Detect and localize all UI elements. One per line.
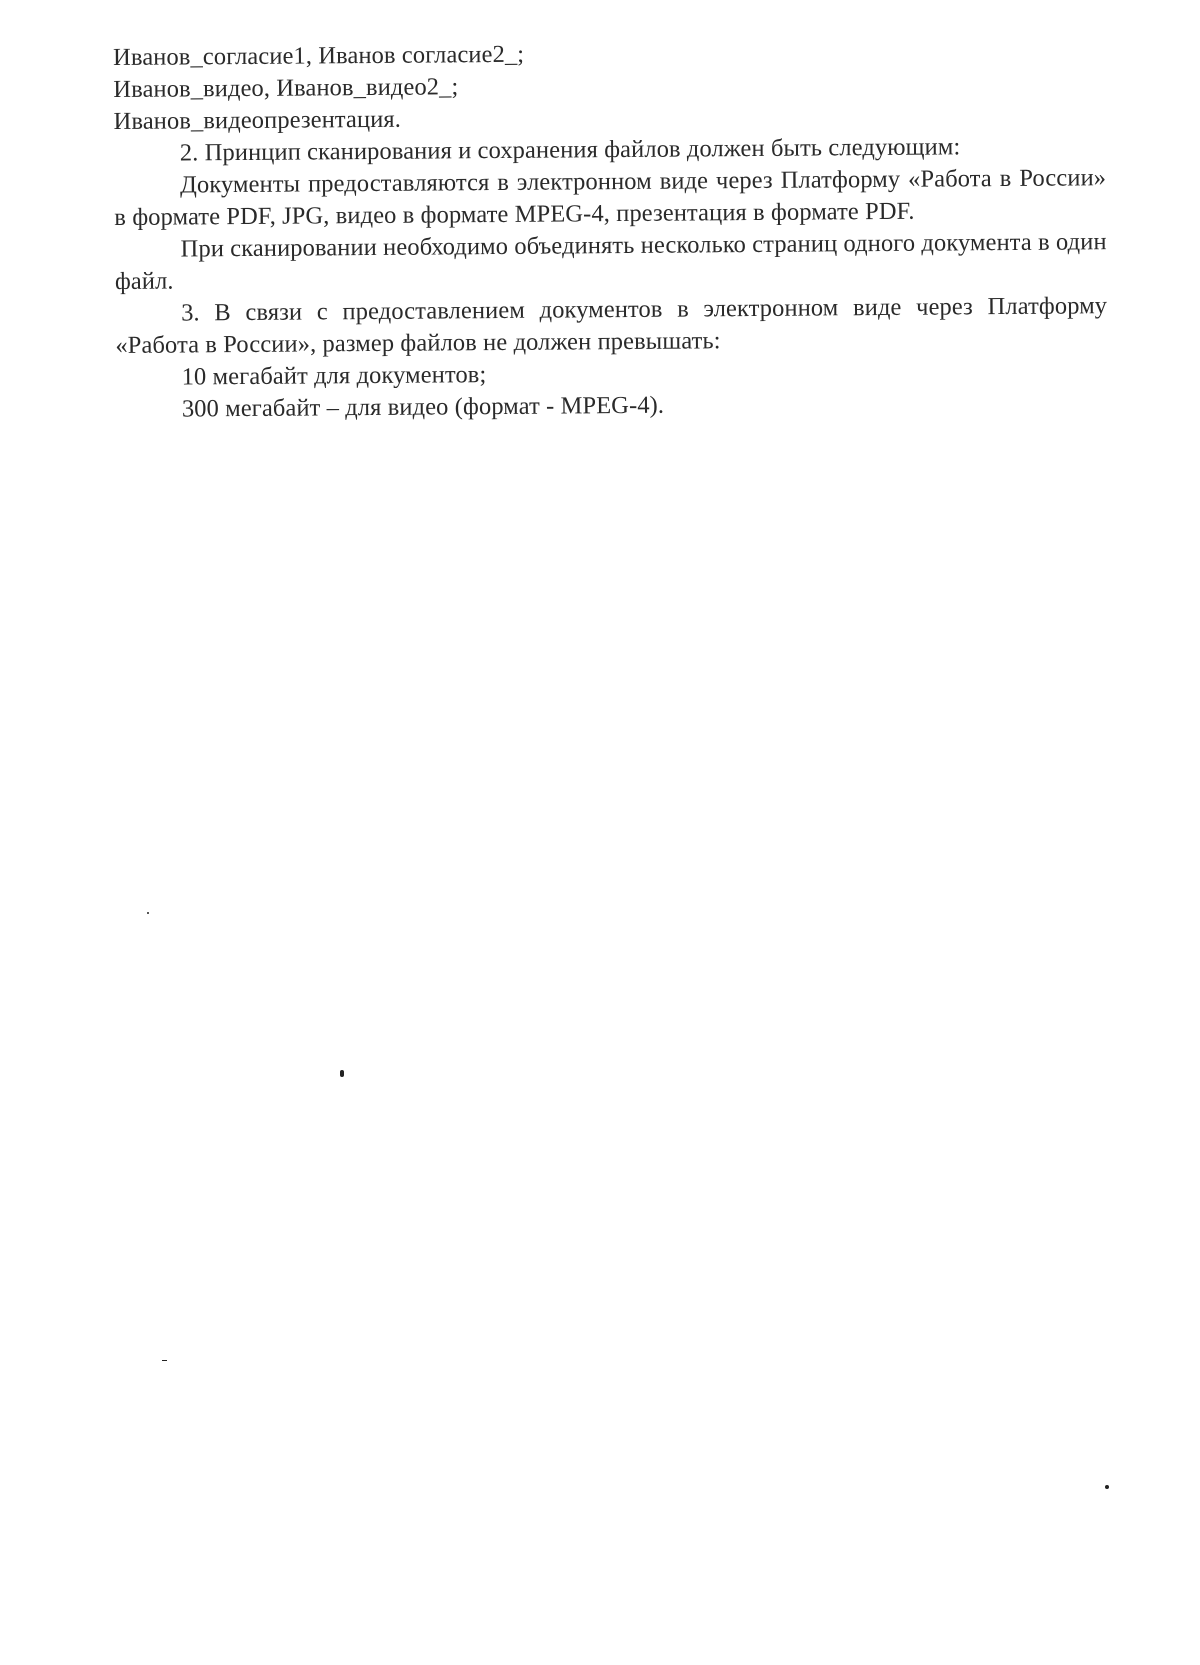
scan-speck [1105,1485,1109,1489]
limit-documents: 10 мегабайт для документов; [181,361,487,391]
filename-line: Иванов_видеопрезентация. [113,105,402,135]
scan-speck [162,1360,167,1361]
scan-speck [147,912,149,914]
filename-line: Иванов_видео, Иванов_видео2_; [113,73,459,103]
section-2-paragraph-scanning: При сканировании необходимо объединять несколько страниц одного документа в один файл. [114,228,1107,295]
limit-video: 300 мегабайт – для видео (формат - MPEG-4). [181,391,665,423]
document-body [113,34,1108,426]
section-3-paragraph: 3. В связи с предоставлением документов в электронном виде через Платформу «Работа в России», размер файлов не должен превышать: [115,292,1108,359]
section-2-heading: 2. Принцип сканирования и сохранения файлов должен быть следующим: [179,133,961,167]
scan-speck [340,1070,344,1077]
filename-line: Иванов_согласие1, Иванов согласие2_; [113,40,525,71]
section-2-paragraph-formats: Документы предоставляются в электронном виде через Платформу «Работа в России» в формате PDF, JPG, видео в формате MPEG-4, презентация в формате PDF. [114,164,1107,231]
